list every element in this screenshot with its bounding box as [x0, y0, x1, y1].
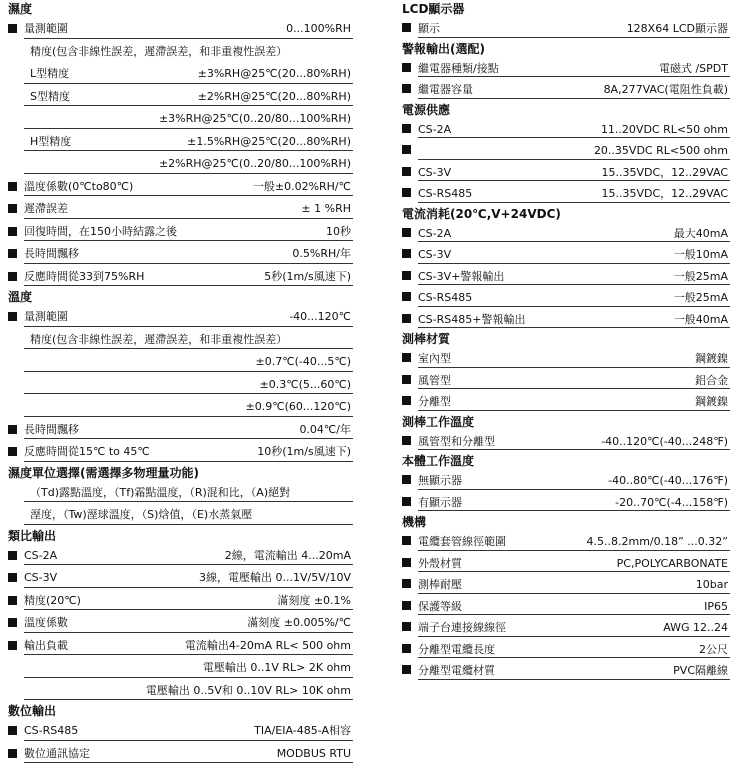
- spec-value: 10秒(1m/s風速下): [257, 441, 351, 464]
- spec-row: [0, 482, 353, 505]
- section-title: LCD顯示器: [394, 0, 730, 18]
- spec-row: [394, 574, 730, 596]
- spec-row: [394, 79, 730, 101]
- bullet-square-icon: [402, 558, 411, 567]
- spec-label: 顯示: [418, 18, 440, 40]
- spec-value: TIA/EIA-485-A相容: [254, 720, 351, 743]
- spec-label: 數位通訊協定: [24, 743, 90, 765]
- spec-value: 10秒: [326, 221, 351, 244]
- spec-label: CS-3V+警報輸出: [418, 266, 504, 288]
- spec-row: [394, 266, 730, 288]
- bullet-square-icon: [402, 601, 411, 610]
- bullet-square-icon: [402, 536, 411, 545]
- spec-row: [0, 657, 353, 680]
- bullet-square-icon: [402, 23, 411, 32]
- bullet-square-icon: [8, 272, 17, 281]
- spec-value: 電壓輸出 0..5V和 0..10V RL> 10K ohm: [146, 680, 351, 703]
- spec-value: -40...120℃: [289, 306, 351, 329]
- spec-value: 鋁合金: [695, 370, 728, 392]
- spec-label: 保護等級: [418, 596, 462, 618]
- spec-value: PC,POLYCARBONATE: [617, 553, 728, 575]
- spec-value: 一般25mA: [674, 266, 728, 288]
- spec-row: [394, 617, 730, 639]
- bullet-square-icon: [402, 249, 411, 258]
- spec-row: [0, 108, 353, 131]
- spec-label: 有顯示器: [418, 492, 462, 514]
- spec-row: [0, 419, 353, 442]
- bullet-square-icon: [402, 314, 411, 323]
- spec-row: [394, 531, 730, 553]
- spec-label: 長時間飄移: [24, 243, 79, 266]
- bullet-square-icon: [8, 573, 17, 582]
- spec-label: 量測範圍: [24, 18, 68, 41]
- spec-value: 一般10mA: [674, 244, 728, 266]
- spec-row: [394, 162, 730, 184]
- bullet-square-icon: [402, 665, 411, 674]
- spec-value: ±2%RH@25℃(0..20/80...100%RH): [159, 153, 351, 176]
- spec-row: [394, 370, 730, 392]
- spec-label: S型精度: [30, 86, 70, 109]
- spec-value: ±0.9℃(60...120℃): [246, 396, 351, 419]
- bullet-square-icon: [402, 167, 411, 176]
- section-title: 數位輸出: [0, 702, 353, 720]
- left-column: [0, 0, 353, 765]
- spec-label: 反應時間從15℃ to 45℃: [24, 441, 150, 464]
- spec-row: [0, 545, 353, 568]
- spec-label: 溼度，（Tw)溼球溫度，（S)焓值，（E)水蒸氣壓: [30, 504, 252, 527]
- bullet-square-icon: [8, 726, 17, 735]
- spec-label: CS-2A: [24, 545, 57, 568]
- bullet-square-icon: [8, 425, 17, 434]
- spec-value: 電流輸出4-20mA RL< 500 ohm: [185, 635, 351, 658]
- spec-value: 電壓輸出 0..1V RL> 2K ohm: [203, 657, 351, 680]
- spec-row: [0, 41, 353, 64]
- spec-label: 長時間飄移: [24, 419, 79, 442]
- spec-value: 8A,277VAC(電阻性負載): [604, 79, 728, 101]
- spec-row: [0, 374, 353, 397]
- spec-row: [394, 596, 730, 618]
- spec-value: ±3%RH@25℃(0..20/80...100%RH): [159, 108, 351, 131]
- spec-row: [0, 198, 353, 221]
- spec-value: AWG 12..24: [663, 617, 728, 639]
- bullet-square-icon: [402, 353, 411, 362]
- spec-row: [0, 396, 353, 419]
- spec-value: MODBUS RTU: [277, 743, 351, 765]
- spec-label: 端子台連接線線徑: [418, 617, 506, 639]
- spec-row: [0, 243, 353, 266]
- spec-row: [394, 223, 730, 245]
- spec-row: [394, 492, 730, 514]
- spec-row: [394, 348, 730, 370]
- spec-row: [0, 153, 353, 176]
- spec-value: 128X64 LCD顯示器: [627, 18, 728, 40]
- section-title: 機構: [394, 513, 730, 531]
- spec-row: [0, 567, 353, 590]
- spec-value: ±0.3℃(5...60℃): [260, 374, 352, 397]
- spec-row: [394, 58, 730, 80]
- spec-value: 0.04℃/年: [299, 419, 351, 442]
- spec-row: [394, 660, 730, 682]
- spec-value: 電磁式 /SPDT: [659, 58, 728, 80]
- bullet-square-icon: [402, 124, 411, 133]
- spec-label: CS-RS485: [24, 720, 78, 743]
- bullet-square-icon: [8, 204, 17, 213]
- spec-label: 分離型電纜長度: [418, 639, 495, 661]
- spec-label: 室內型: [418, 348, 451, 370]
- bullet-square-icon: [8, 596, 17, 605]
- spec-value: 4.5..8.2mm/0.18” ...0.32”: [587, 531, 729, 553]
- spec-label: CS-RS485: [418, 183, 472, 205]
- spec-value: 11..20VDC RL<50 ohm: [601, 119, 728, 141]
- bullet-square-icon: [402, 579, 411, 588]
- spec-label: CS-RS485+警報輸出: [418, 309, 525, 331]
- bullet-square-icon: [402, 622, 411, 631]
- spec-value: 3線，電壓輸出 0...1V/5V/10V: [199, 567, 351, 590]
- spec-row: [0, 590, 353, 613]
- spec-row: [0, 635, 353, 658]
- spec-value: 一般25mA: [674, 287, 728, 309]
- spec-label: L型精度: [30, 63, 69, 86]
- spec-row: [0, 743, 353, 765]
- spec-label: 回復時間，在150小時結露之後: [24, 221, 177, 244]
- bullet-square-icon: [8, 641, 17, 650]
- spec-value: 15..35VDC，12..29VAC: [602, 183, 728, 205]
- section-title: 測棒工作溫度: [394, 413, 730, 431]
- bullet-square-icon: [402, 375, 411, 384]
- section-title: 溫度: [0, 288, 353, 306]
- spec-value: -40..80℃(-40...176℉): [608, 470, 728, 492]
- spec-row: [394, 244, 730, 266]
- spec-value: 滿刻度 ±0.005%/℃: [247, 612, 351, 635]
- spec-value: 一般40mA: [674, 309, 728, 331]
- spec-label: 外殼材質: [418, 553, 462, 575]
- spec-row: [0, 441, 353, 464]
- spec-label: H型精度: [30, 131, 71, 154]
- spec-label: 分離型: [418, 391, 451, 413]
- right-column: [394, 0, 730, 682]
- spec-value: 5秒(1m/s風速下): [264, 266, 351, 289]
- bullet-square-icon: [402, 188, 411, 197]
- spec-value: -20..70℃(-4...158℉): [615, 492, 728, 514]
- bullet-square-icon: [402, 63, 411, 72]
- spec-row: [0, 680, 353, 703]
- spec-value: 最大40mA: [674, 223, 728, 245]
- spec-label: CS-2A: [418, 223, 451, 245]
- bullet-square-icon: [8, 749, 17, 758]
- bullet-square-icon: [8, 618, 17, 627]
- spec-row: [0, 720, 353, 743]
- bullet-square-icon: [402, 271, 411, 280]
- spec-label: CS-3V: [418, 162, 451, 184]
- spec-label: CS-RS485: [418, 287, 472, 309]
- spec-label: 遲滯誤差: [24, 198, 68, 221]
- spec-row: [0, 221, 353, 244]
- bullet-square-icon: [402, 396, 411, 405]
- spec-label: （Td)露點溫度，（Tf)霜點溫度，（R)混和比，（A)絕對: [30, 482, 290, 505]
- spec-row: [0, 266, 353, 289]
- spec-row: [394, 140, 730, 162]
- spec-row: [0, 63, 353, 86]
- spec-label: 輸出負載: [24, 635, 68, 658]
- bullet-square-icon: [402, 292, 411, 301]
- spec-label: 無顯示器: [418, 470, 462, 492]
- section-title: 類比輸出: [0, 527, 353, 545]
- bullet-square-icon: [8, 551, 17, 560]
- spec-value: 2線，電流輸出 4...20mA: [225, 545, 351, 568]
- spec-label: 測棒耐壓: [418, 574, 462, 596]
- bullet-square-icon: [8, 312, 17, 321]
- bullet-square-icon: [8, 249, 17, 258]
- spec-row: [394, 553, 730, 575]
- spec-row: [394, 309, 730, 331]
- spec-value: 一般±0.02%RH/℃: [253, 176, 351, 199]
- bullet-square-icon: [402, 644, 411, 653]
- spec-label: 精度(包含非線性誤差，遲滯誤差，和非重複性誤差）: [30, 41, 287, 64]
- spec-label: 精度(包含非線性誤差，遲滯誤差，和非重複性誤差）: [30, 329, 287, 352]
- spec-value: 20..35VDC RL<500 ohm: [594, 140, 728, 162]
- spec-value: ±0.7℃(-40...5℃): [256, 351, 351, 374]
- spec-value: ±1.5%RH@25℃(20...80%RH): [187, 131, 351, 154]
- spec-value: 滿刻度 ±0.1%: [277, 590, 351, 613]
- spec-value: ± 1 %RH: [301, 198, 351, 221]
- spec-row: [0, 504, 353, 527]
- bullet-square-icon: [8, 182, 17, 191]
- spec-row: [394, 119, 730, 141]
- bullet-square-icon: [402, 436, 411, 445]
- section-title: 警報輸出(選配): [394, 40, 730, 58]
- spec-label: 量測範圍: [24, 306, 68, 329]
- spec-row: [394, 391, 730, 413]
- bullet-square-icon: [402, 475, 411, 484]
- spec-label: 電纜套管線徑範圍: [418, 531, 506, 553]
- spec-value: 2公尺: [699, 639, 728, 661]
- spec-value: 10bar: [696, 574, 728, 596]
- bullet-square-icon: [402, 84, 411, 93]
- spec-label: 繼電器種類/接點: [418, 58, 499, 80]
- spec-row: [0, 329, 353, 352]
- spec-row: [394, 18, 730, 40]
- spec-row: [0, 176, 353, 199]
- spec-row: [0, 131, 353, 154]
- spec-value: 0...100%RH: [286, 18, 351, 41]
- section-title: 測棒材質: [394, 330, 730, 348]
- spec-row: [394, 470, 730, 492]
- section-title: 本體工作溫度: [394, 452, 730, 470]
- bullet-square-icon: [402, 497, 411, 506]
- bullet-square-icon: [402, 145, 411, 154]
- spec-label: 溫度係數(0℃to80℃): [24, 176, 133, 199]
- spec-label: 繼電器容量: [418, 79, 473, 101]
- spec-row: [394, 183, 730, 205]
- spec-value: 鋼鍍鎳: [695, 348, 728, 370]
- spec-value: -40..120℃(-40...248℉): [601, 431, 728, 453]
- spec-value: IP65: [704, 596, 728, 618]
- spec-value: 鋼鍍鎳: [695, 391, 728, 413]
- bullet-square-icon: [402, 228, 411, 237]
- spec-label: 精度(20℃): [24, 590, 81, 613]
- spec-label: 風管型和分離型: [418, 431, 495, 453]
- spec-value: PVC隔離線: [673, 660, 728, 682]
- spec-row: [394, 287, 730, 309]
- spec-label: CS-2A: [418, 119, 451, 141]
- section-title: 電流消耗(20℃,V+24VDC): [394, 205, 730, 223]
- spec-label: 分離型電纜材質: [418, 660, 495, 682]
- spec-label: 溫度係數: [24, 612, 68, 635]
- spec-row: [0, 86, 353, 109]
- spec-label: CS-3V: [418, 244, 451, 266]
- spec-label: 反應時間從33到75%RH: [24, 266, 144, 289]
- spec-label: CS-3V: [24, 567, 57, 590]
- spec-row: [0, 18, 353, 41]
- section-title: 電源供應: [394, 101, 730, 119]
- bullet-square-icon: [8, 227, 17, 236]
- spec-value: ±2%RH@25℃(20...80%RH): [198, 86, 351, 109]
- spec-value: 15..35VDC，12..29VAC: [602, 162, 728, 184]
- section-title: 濕度單位選擇(需選擇多物理量功能): [0, 464, 353, 482]
- section-title: 濕度: [0, 0, 353, 18]
- bullet-square-icon: [8, 447, 17, 456]
- spec-value: 0.5%RH/年: [292, 243, 351, 266]
- spec-row: [0, 351, 353, 374]
- spec-value: ±3%RH@25℃(20...80%RH): [198, 63, 351, 86]
- spec-row: [394, 431, 730, 453]
- spec-row: [394, 639, 730, 661]
- spec-row: [0, 306, 353, 329]
- spec-label: 風管型: [418, 370, 451, 392]
- spec-row: [0, 612, 353, 635]
- bullet-square-icon: [8, 24, 17, 33]
